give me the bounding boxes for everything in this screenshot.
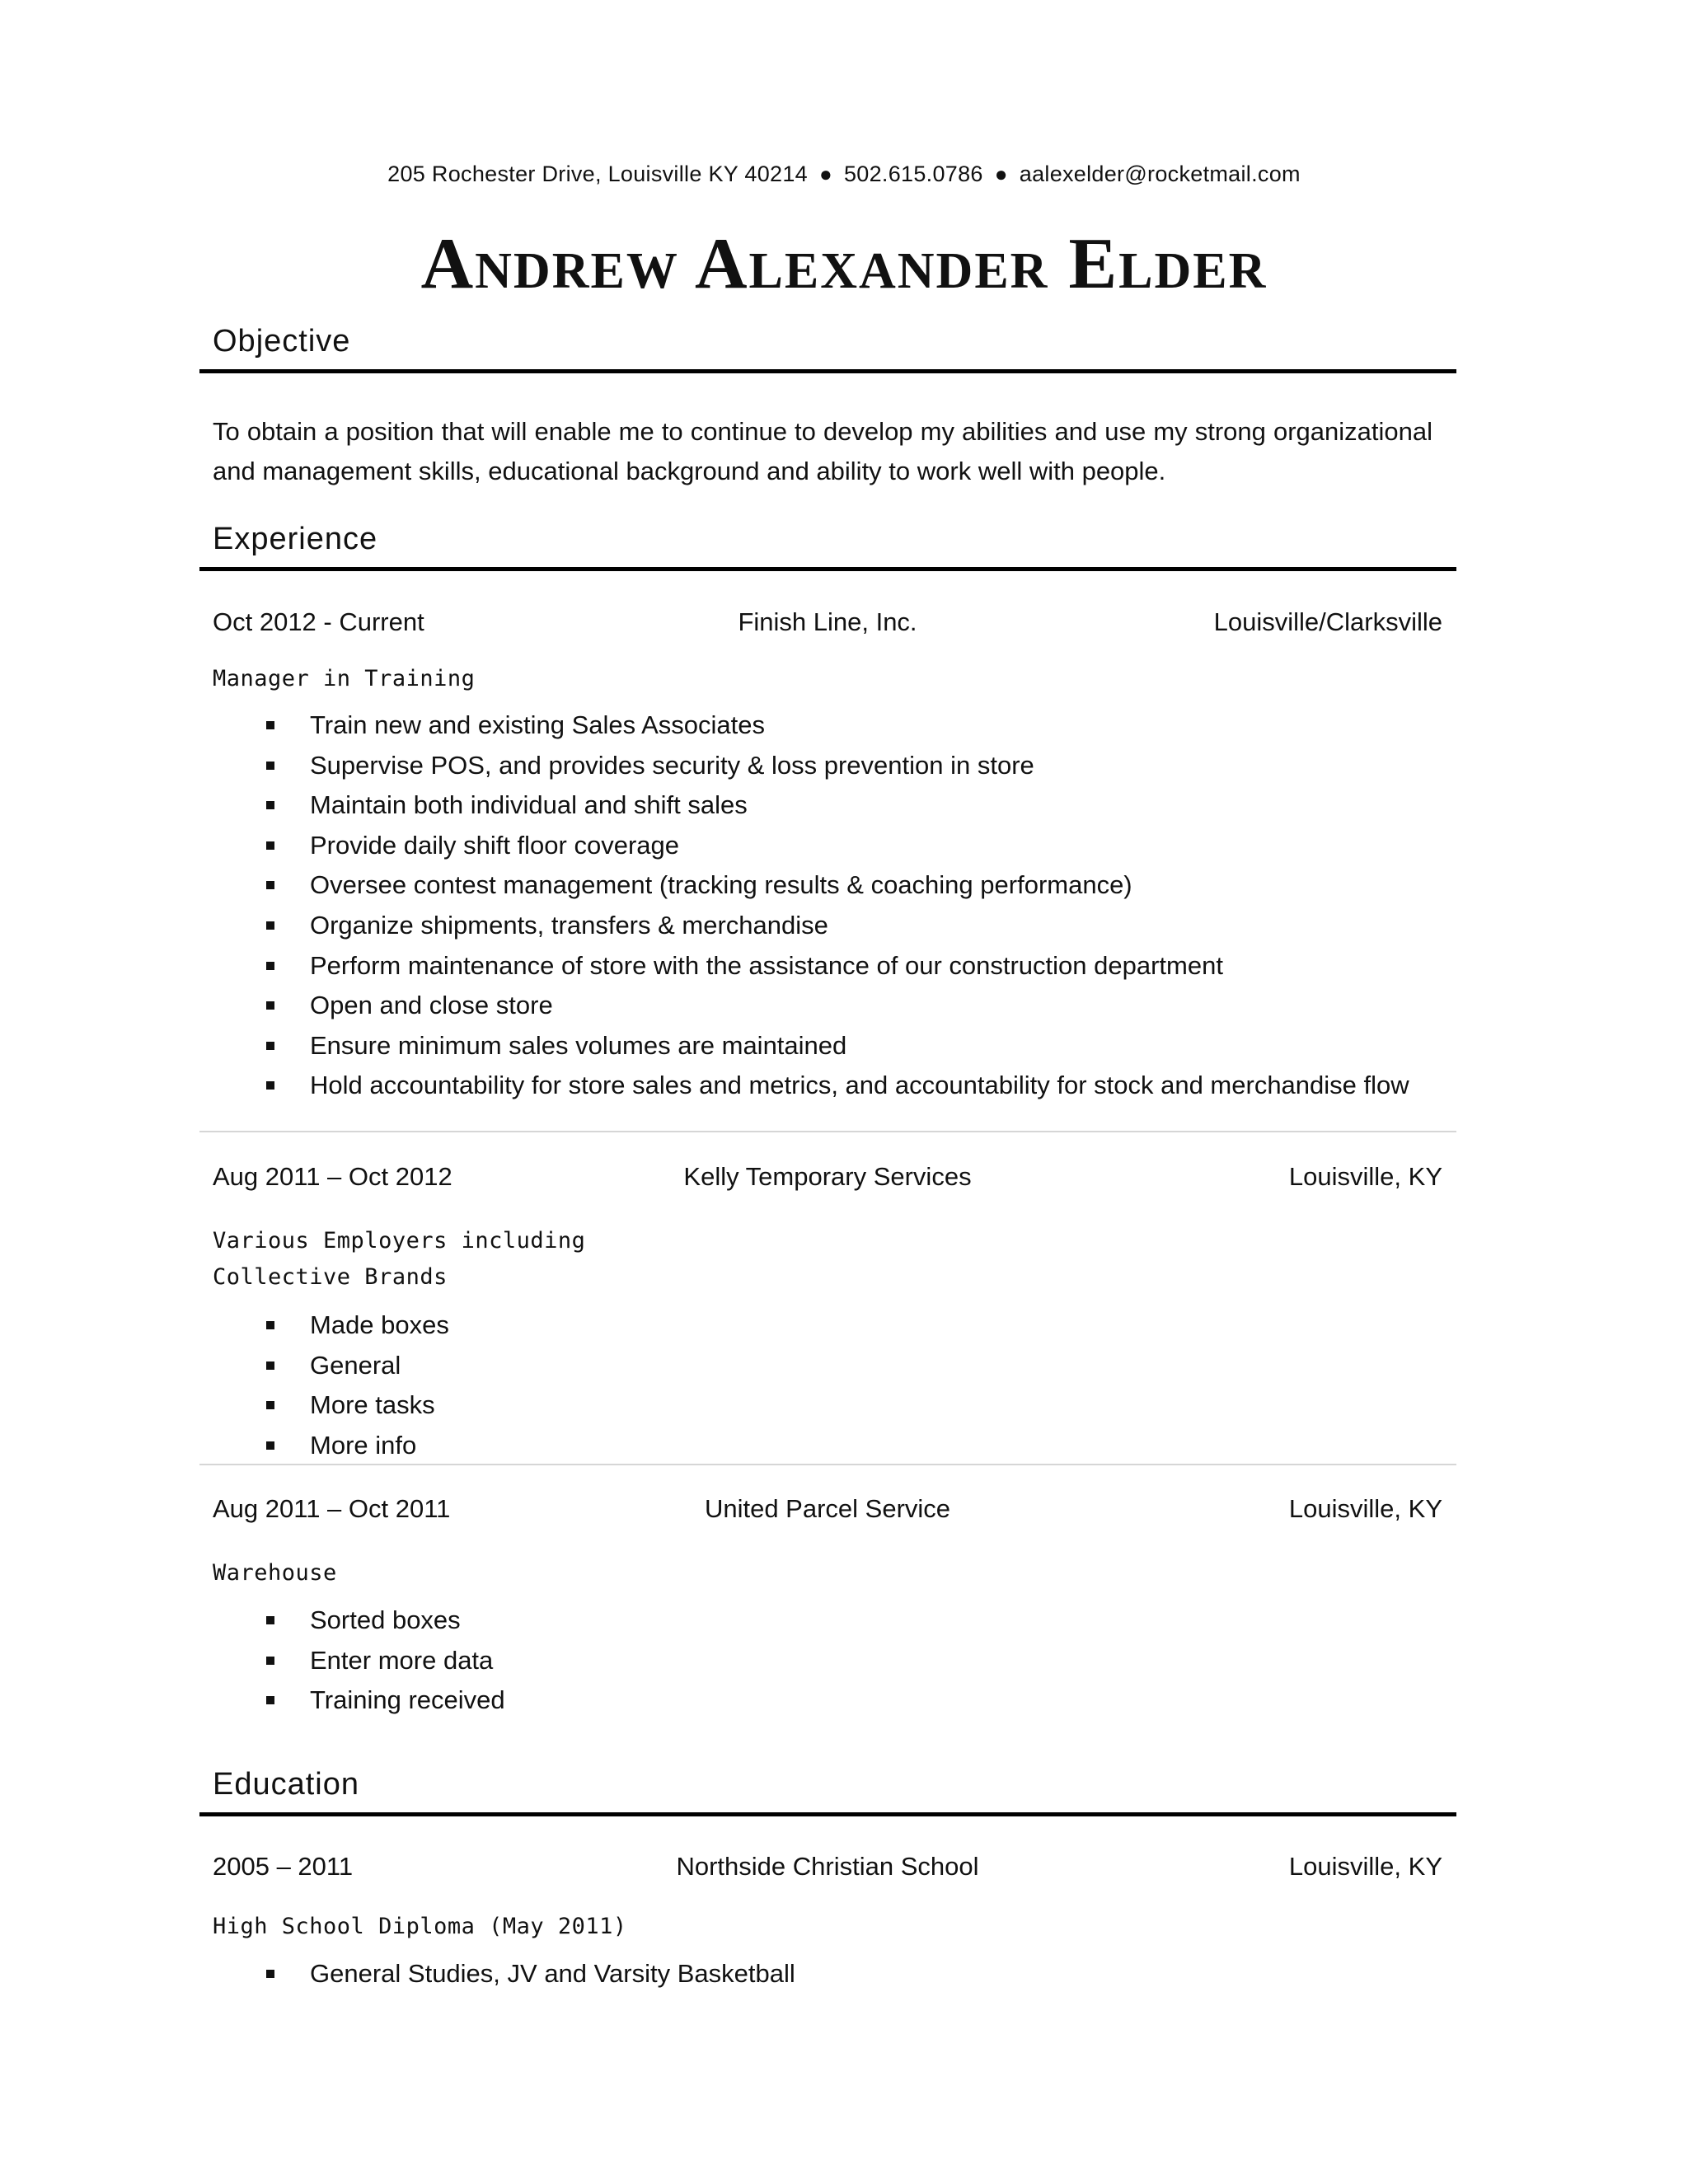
square-bullet-icon [266, 1657, 274, 1665]
duty-text: Made boxes [310, 1310, 449, 1339]
divider [199, 1131, 1456, 1132]
education-detail-text: General Studies, JV and Varsity Basketball [310, 1959, 795, 1988]
contact-separator: ● [818, 162, 832, 186]
education-school: Northside Christian School [676, 1852, 979, 1881]
list-item [264, 986, 1409, 1026]
square-bullet-icon [266, 841, 274, 850]
list-item [264, 1385, 449, 1426]
job-role-line: Warehouse [213, 1560, 337, 1586]
job-date: Aug 2011 – Oct 2012 [213, 1162, 452, 1191]
list-item [264, 1426, 449, 1466]
list-item [264, 1641, 505, 1681]
education-date: 2005 – 2011 [213, 1852, 354, 1881]
list-item [264, 1601, 505, 1641]
education-location: Louisville, KY [1288, 1852, 1442, 1881]
duty-text: General [310, 1350, 401, 1380]
job-organization: Kelly Temporary Services [683, 1162, 972, 1191]
list-item [264, 865, 1409, 906]
contact-line [0, 162, 1688, 187]
section-header-objective [199, 324, 1456, 373]
candidate-name: Andrew Alexander Elder [420, 224, 1268, 304]
job-location: Louisville, KY [1288, 1494, 1442, 1523]
list-item [264, 946, 1409, 987]
list-item [264, 906, 1409, 946]
job-header [213, 1494, 1442, 1530]
square-bullet-icon [266, 962, 274, 970]
job-duties-list [264, 705, 1409, 1106]
square-bullet-icon [266, 1361, 274, 1370]
square-bullet-icon [266, 721, 274, 729]
list-item [264, 705, 1409, 746]
list-item [264, 785, 1409, 826]
job-date: Oct 2012 - Current [213, 607, 424, 636]
job-organization: United Parcel Service [704, 1494, 951, 1523]
square-bullet-icon [266, 1970, 274, 1978]
section-header-experience [199, 522, 1456, 571]
square-bullet-icon [266, 881, 274, 889]
section-header-education [199, 1767, 1456, 1816]
section-title: Experience [213, 522, 378, 556]
list-item [264, 1305, 449, 1346]
duty-text: Sorted boxes [310, 1605, 461, 1634]
job-duties-list [264, 1601, 505, 1721]
square-bullet-icon [266, 1042, 274, 1050]
square-bullet-icon [266, 1001, 274, 1010]
section-title: Objective [213, 324, 351, 359]
job-organization: Finish Line, Inc. [738, 607, 917, 636]
duty-text: Perform maintenance of store with the assistance of our construction department [310, 950, 1223, 980]
list-item [264, 1346, 449, 1386]
divider [199, 1464, 1456, 1465]
duty-text: Train new and existing Sales Associates [310, 710, 765, 739]
contact-email[interactable]: aalexelder@rocketmail.com [1019, 162, 1301, 186]
job-role [213, 1223, 585, 1296]
duty-text: Training received [310, 1685, 505, 1715]
job-date: Aug 2011 – Oct 2011 [213, 1494, 451, 1523]
list-item [264, 1954, 795, 1994]
job-role-line: Various Employers including [213, 1228, 586, 1254]
job-role [213, 1555, 337, 1591]
square-bullet-icon [266, 1401, 274, 1409]
duty-text: Hold accountability for store sales and metrics, and accountability for stock and merchandise flow [310, 1071, 1409, 1100]
list-item [264, 1680, 505, 1721]
square-bullet-icon [266, 1321, 274, 1329]
square-bullet-icon [266, 1441, 274, 1450]
list-item [264, 1026, 1409, 1066]
square-bullet-icon [266, 1696, 274, 1704]
duty-text: Organize shipments, transfers & merchandise [310, 910, 828, 940]
list-item [264, 746, 1409, 786]
square-bullet-icon [266, 1616, 274, 1624]
square-bullet-icon [266, 762, 274, 770]
education-header [213, 1852, 1442, 1888]
contact-separator: ● [994, 162, 1008, 186]
job-location: Louisville/Clarksville [1213, 607, 1442, 636]
square-bullet-icon [266, 1081, 274, 1090]
job-role-line: Manager in Training [213, 666, 476, 691]
contact-phone: 502.615.0786 [843, 162, 983, 186]
duty-text: Supervise POS, and provides security & loss prevention in store [310, 750, 1034, 780]
job-role [213, 661, 475, 697]
education-details-list [264, 1954, 795, 1994]
duty-text: Provide daily shift floor coverage [310, 830, 680, 860]
duty-text: More info [310, 1430, 417, 1460]
objective-text: To obtain a position that will enable me to continue to develop my abilities and use my strong organizational and management skills, educational background and ability to work well with people. [213, 417, 1432, 485]
job-duties-list [264, 1305, 449, 1465]
list-item [264, 1066, 1409, 1106]
job-header [213, 607, 1442, 644]
contact-address: 205 Rochester Drive, Louisville KY 40214 [387, 162, 808, 186]
section-title: Education [213, 1767, 360, 1802]
square-bullet-icon [266, 801, 274, 809]
job-header [213, 1162, 1442, 1198]
job-location: Louisville, KY [1288, 1162, 1442, 1191]
duty-text: Enter more data [310, 1645, 494, 1675]
education-degree [213, 1909, 627, 1945]
duty-text: Oversee contest management (tracking results & coaching performance) [310, 870, 1132, 900]
square-bullet-icon [266, 921, 274, 930]
duty-text: Ensure minimum sales volumes are maintained [310, 1030, 847, 1060]
education-degree-line: High School Diploma (May 2011) [213, 1914, 627, 1939]
duty-text: Maintain both individual and shift sales [310, 790, 748, 820]
job-role-line: Collective Brands [213, 1264, 448, 1290]
duty-text: Open and close store [310, 991, 553, 1020]
list-item [264, 826, 1409, 866]
duty-text: More tasks [310, 1390, 435, 1420]
